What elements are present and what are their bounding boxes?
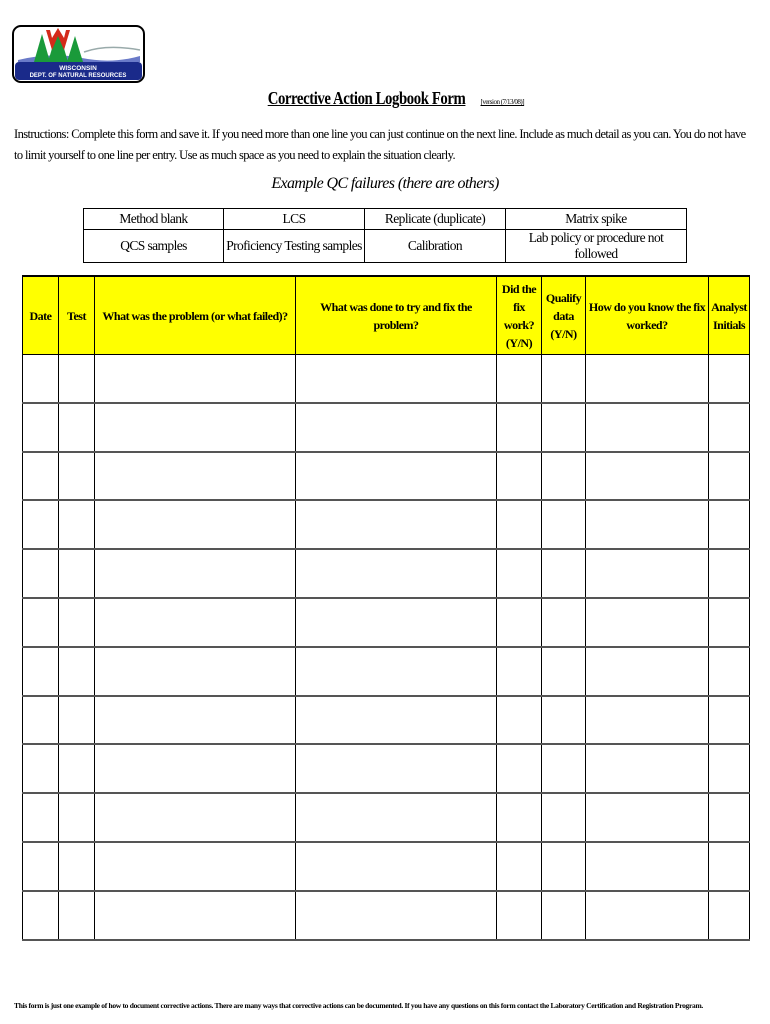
cell-date[interactable] [23,598,59,647]
col-test-header: Test [59,276,95,355]
cell-how-know[interactable] [586,696,709,745]
cell-qualify[interactable] [542,891,586,940]
cell-test[interactable] [59,500,95,549]
cell-how-know[interactable] [586,452,709,501]
cell-fix[interactable] [296,793,497,842]
logo-line1: WISCONSIN [59,65,97,72]
table-row [23,598,750,647]
cell-qualify[interactable] [542,452,586,501]
qc-examples-table [83,208,687,263]
cell-fix-worked[interactable] [497,696,542,745]
cell-test[interactable] [59,842,95,891]
cell-fix[interactable] [296,452,497,501]
cell-fix-worked[interactable] [497,452,542,501]
version-label: [version (7/13/08)] [480,98,525,106]
cell-how-know[interactable] [586,793,709,842]
cell-initials[interactable] [709,696,750,745]
cell-qualify[interactable] [542,500,586,549]
cell-fix[interactable] [296,549,497,598]
cell-date[interactable] [23,355,59,403]
table-row [23,891,750,940]
cell-problem[interactable] [95,549,296,598]
cell-fix[interactable] [296,842,497,891]
table-row [23,842,750,891]
cell-test[interactable] [59,598,95,647]
table-row [23,452,750,501]
wisconsin-dnr-logo [12,22,146,84]
cell-initials[interactable] [709,793,750,842]
cell-date[interactable] [23,696,59,745]
cell-fix[interactable] [296,500,497,549]
log-table-body [23,355,750,940]
footer-note: This form is just one example of how to document corrective actions. There are many ways that corrective actions can be documented. If you have any questions on this form contact the Laboratory Certification and Registration Program. [14,1001,703,1010]
cell-problem[interactable] [95,647,296,696]
cell-date[interactable] [23,842,59,891]
cell-test[interactable] [59,549,95,598]
cell-problem[interactable] [95,355,296,403]
cell-problem[interactable] [95,403,296,452]
table-row [23,403,750,452]
col-initials-header: Analyst Initials [709,276,750,355]
cell-initials[interactable] [709,744,750,793]
cell-initials[interactable] [709,403,750,452]
cell-fix-worked[interactable] [497,355,542,403]
cell-fix[interactable] [296,696,497,745]
cell-initials[interactable] [709,355,750,403]
col-fix-header: What was done to try and fix the problem? [296,276,497,355]
cell-date[interactable] [23,891,59,940]
qc-cell: Lab policy or procedure not followed [506,230,687,263]
cell-how-know[interactable] [586,403,709,452]
cell-fix-worked[interactable] [497,891,542,940]
cell-initials[interactable] [709,842,750,891]
qc-cell: LCS [224,209,365,230]
col-fix-worked-header: Did the fix work? (Y/N) [497,276,542,355]
cell-qualify[interactable] [542,403,586,452]
cell-fix-worked[interactable] [497,842,542,891]
cell-how-know[interactable] [586,891,709,940]
cell-fix-worked[interactable] [497,744,542,793]
cell-problem[interactable] [95,891,296,940]
cell-initials[interactable] [709,549,750,598]
cell-date[interactable] [23,744,59,793]
col-date-header: Date [23,276,59,355]
cell-fix[interactable] [296,891,497,940]
cell-test[interactable] [59,647,95,696]
cell-test[interactable] [59,744,95,793]
qc-row [84,209,687,230]
qc-cell: QCS samples [84,230,224,263]
cell-fix[interactable] [296,647,497,696]
table-row [23,355,750,403]
cell-how-know[interactable] [586,842,709,891]
cell-initials[interactable] [709,452,750,501]
corrective-action-log-table [22,275,750,941]
instructions-text: Instructions: Complete this form and save it. If you need more than one line you can just continue on the next line. Include as much detail as you can. You do not have to limit yourself to one line per entry. Use as much space as you need to explain the situation clearly. [14,127,746,162]
cell-date[interactable] [23,403,59,452]
cell-test[interactable] [59,355,95,403]
cell-fix-worked[interactable] [497,500,542,549]
cell-test[interactable] [59,403,95,452]
cell-test[interactable] [59,696,95,745]
col-how-know-header: How do you know the fix worked? [586,276,709,355]
table-row [23,744,750,793]
cell-initials[interactable] [709,891,750,940]
cell-problem[interactable] [95,696,296,745]
cell-problem[interactable] [95,793,296,842]
cell-how-know[interactable] [586,598,709,647]
cell-date[interactable] [23,647,59,696]
table-row [23,647,750,696]
cell-how-know[interactable] [586,744,709,793]
cell-date[interactable] [23,549,59,598]
cell-fix-worked[interactable] [497,793,542,842]
cell-how-know[interactable] [586,549,709,598]
cell-problem[interactable] [95,500,296,549]
cell-fix[interactable] [296,355,497,403]
cell-test[interactable] [59,452,95,501]
cell-fix[interactable] [296,598,497,647]
cell-fix-worked[interactable] [497,647,542,696]
cell-problem[interactable] [95,598,296,647]
qc-cell: Proficiency Testing samples [224,230,365,263]
cell-test[interactable] [59,891,95,940]
table-row [23,696,750,745]
cell-how-know[interactable] [586,355,709,403]
cell-problem[interactable] [95,744,296,793]
cell-problem[interactable] [95,842,296,891]
cell-fix-worked[interactable] [497,403,542,452]
qc-cell: Method blank [84,209,224,230]
cell-test[interactable] [59,793,95,842]
col-problem-header: What was the problem (or what failed)? [95,276,296,355]
cell-fix-worked[interactable] [497,549,542,598]
cell-initials[interactable] [709,647,750,696]
cell-qualify[interactable] [542,647,586,696]
cell-how-know[interactable] [586,500,709,549]
cell-date[interactable] [23,500,59,549]
page-title: Corrective Action Logbook Form [267,88,466,108]
log-header-row [23,276,750,355]
cell-fix[interactable] [296,744,497,793]
qc-examples-title: Example QC failures (there are others) [271,175,499,192]
table-row [23,793,750,842]
table-row [23,500,750,549]
cell-initials[interactable] [709,500,750,549]
form-title [0,88,770,109]
table-row [23,549,750,598]
cell-qualify[interactable] [542,549,586,598]
cell-qualify[interactable] [542,793,586,842]
cell-fix-worked[interactable] [497,598,542,647]
cell-initials[interactable] [709,598,750,647]
col-qualify-header: Qualify data (Y/N) [542,276,586,355]
cell-qualify[interactable] [542,744,586,793]
cell-qualify[interactable] [542,355,586,403]
cell-qualify[interactable] [542,842,586,891]
cell-qualify[interactable] [542,598,586,647]
cell-date[interactable] [23,793,59,842]
logo-line2: DEPT. OF NATURAL RESOURCES [29,73,127,79]
cell-date[interactable] [23,452,59,501]
cell-qualify[interactable] [542,696,586,745]
qc-cell: Matrix spike [506,209,687,230]
cell-problem[interactable] [95,452,296,501]
qc-cell: Calibration [365,230,506,263]
qc-row [84,230,687,263]
cell-fix[interactable] [296,403,497,452]
qc-cell: Replicate (duplicate) [365,209,506,230]
cell-how-know[interactable] [586,647,709,696]
